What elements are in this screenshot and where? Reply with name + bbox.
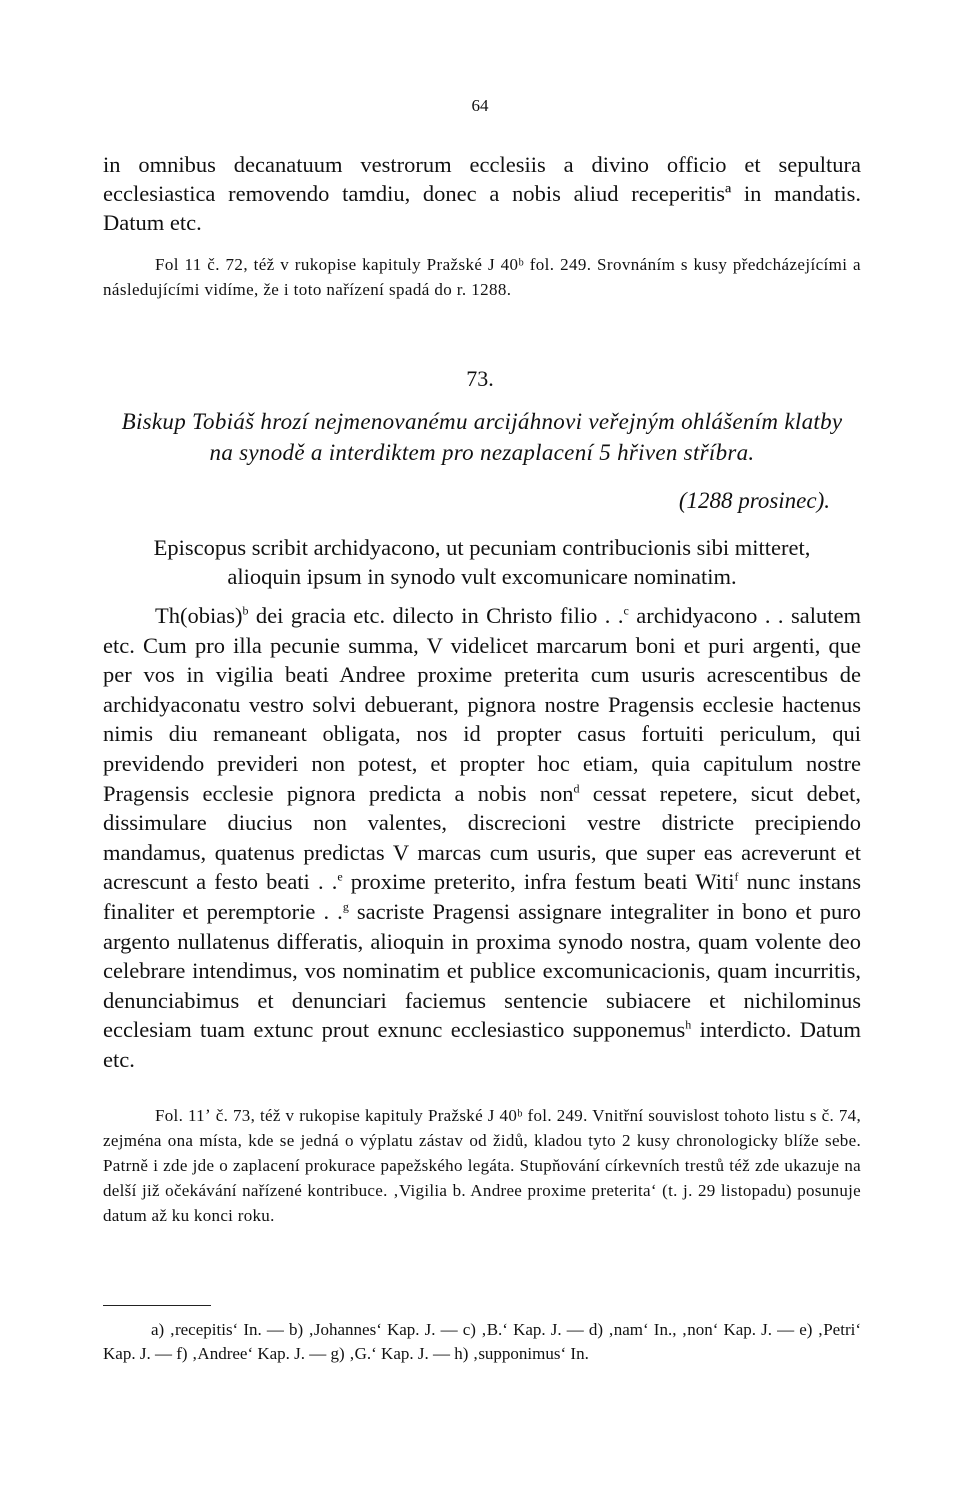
document-number: 73. [466, 366, 494, 391]
text-part: Th(obias) [155, 603, 243, 628]
footnote-divider [103, 1305, 211, 1306]
document-title-line-2: na synodě a interdiktem pro nezaplacení 5 hřiven stříbra. [209, 440, 755, 465]
footnote-ref-f: f [734, 869, 739, 884]
document-text [103, 601, 861, 1075]
document-title-line-1: Biskup Tobiáš hrozí nejmenovanému arcijáhnovi veřejným ohlášením klatby [121, 409, 843, 434]
commentary-text: Fol. 11ʼ č. 73, též v rukopise kapituly Pražské J 40ᵇ fol. 249. Vnitřní souvislost tohoto listu s č. 74, zejména ona místa, kde se jedná o výplatu zástav od židů, kladou tyto 2 kusy chronologicky blíže sebe. Patrně i zde jde o zaplacení prokurace papežského legáta. Stupňování církevních trestů též zde ukazuje na delší již očekávání nařízené kontribuce. ‚Vigilia b. Andree proxime preterita‘ (t. j. 29 listopadu) posunuje datum až ku konci roku. [103, 1106, 861, 1225]
footnote-ref-h: h [685, 1017, 692, 1032]
footnote-ref-g: g [342, 899, 349, 914]
footnote-ref-d: d [573, 781, 580, 796]
text-part: archidyacono . . salutem etc. Cum pro illa pecunie summa, V videlicet marcarum boni et puri argenti, que per vos in vigilia beati Andree proxime preterita cum usuris acrescentibus de archidyaconatu vestro solvi debuerant, pignora nostre Pragensis ecclesie hactenus nimis diu remaneant obligata, nos id propter casus fortuiti periculum, qui previdendo previderi non potest, et propter hoc etiam, quia capitulum nostre Pragensis ecclesie pignora predicta a nobis non [103, 603, 861, 806]
text-part: dei gracia etc. dilecto in Christo filio . . [248, 603, 624, 628]
text-part: sacriste Pragensi assignare integraliter in bono et puro argento nullatenus differatis, alioquin in proxima synodo nostra, quam volente deo celebrare intendimus, vos nominatim et publice excomunicacionis, quam incurritis, denunciabimus et denunciari faciemus sentencie subiacere et nichilominus ecclesiam tuam extunc prout exnunc ecclesiastico supponemus [103, 898, 861, 1043]
continuation-paragraph: in omnibus decanatuum vestrorum ecclesiis a divino officio et sepultura ecclesiastica removendo tamdiu, donec a nobis aliud receperitisª in mandatis. Datum etc. [103, 152, 861, 235]
text-part: nunc instans finaliter et peremptorie . . [103, 869, 861, 924]
text-part: cessat repetere, sicut debet, dissimulare diucius non valentes, discrecioni vestre districte precipiendo mandamus, quatenus predictas V marcas cum usuris, que super eas acreverunt et acrescunt a festo beati . . [103, 780, 861, 895]
document-date: (1288 prosinec). [678, 488, 830, 513]
text-part: interdicto. Datum etc. [103, 1017, 861, 1072]
text-part: proxime preterito, infra festum beati Witi [342, 869, 735, 895]
document-title [103, 406, 861, 468]
footnotes-text: a) ‚recepitis‘ In. — b) ‚Johannes‘ Kap. J. — c) ‚B.‘ Kap. J. — d) ‚nam‘ In., ‚non‘ Kap. J. — e) ‚Petri‘ Kap. J. — f) ‚Andree‘ Kap. J. — g) ‚G.‘ Kap. J. — h) ‚supponimus‘ In. [103, 1320, 861, 1363]
footnote-ref-b: b [242, 603, 249, 618]
footnote-ref-e: e [337, 869, 343, 884]
latin-regest-line-1: Episcopus scribit archidyacono, ut pecuniam contribucionis sibi mitteret, [153, 535, 811, 560]
page-number: 64 [471, 96, 489, 115]
footnote-ref-c: c [623, 603, 629, 618]
latin-regest [103, 533, 861, 591]
commentary-note [103, 1103, 861, 1228]
source-note-72: Fol 11 č. 72, též v rukopise kapituly Pražské J 40ᵇ fol. 249. Srovnáním s kusy předcházejícími a následujícími vidíme, že i toto nařízení spadá do r. 1288. [103, 255, 861, 299]
footnotes [103, 1318, 861, 1366]
latin-regest-line-2: alioquin ipsum in synodo vult excomunicare nominatim. [227, 564, 737, 589]
